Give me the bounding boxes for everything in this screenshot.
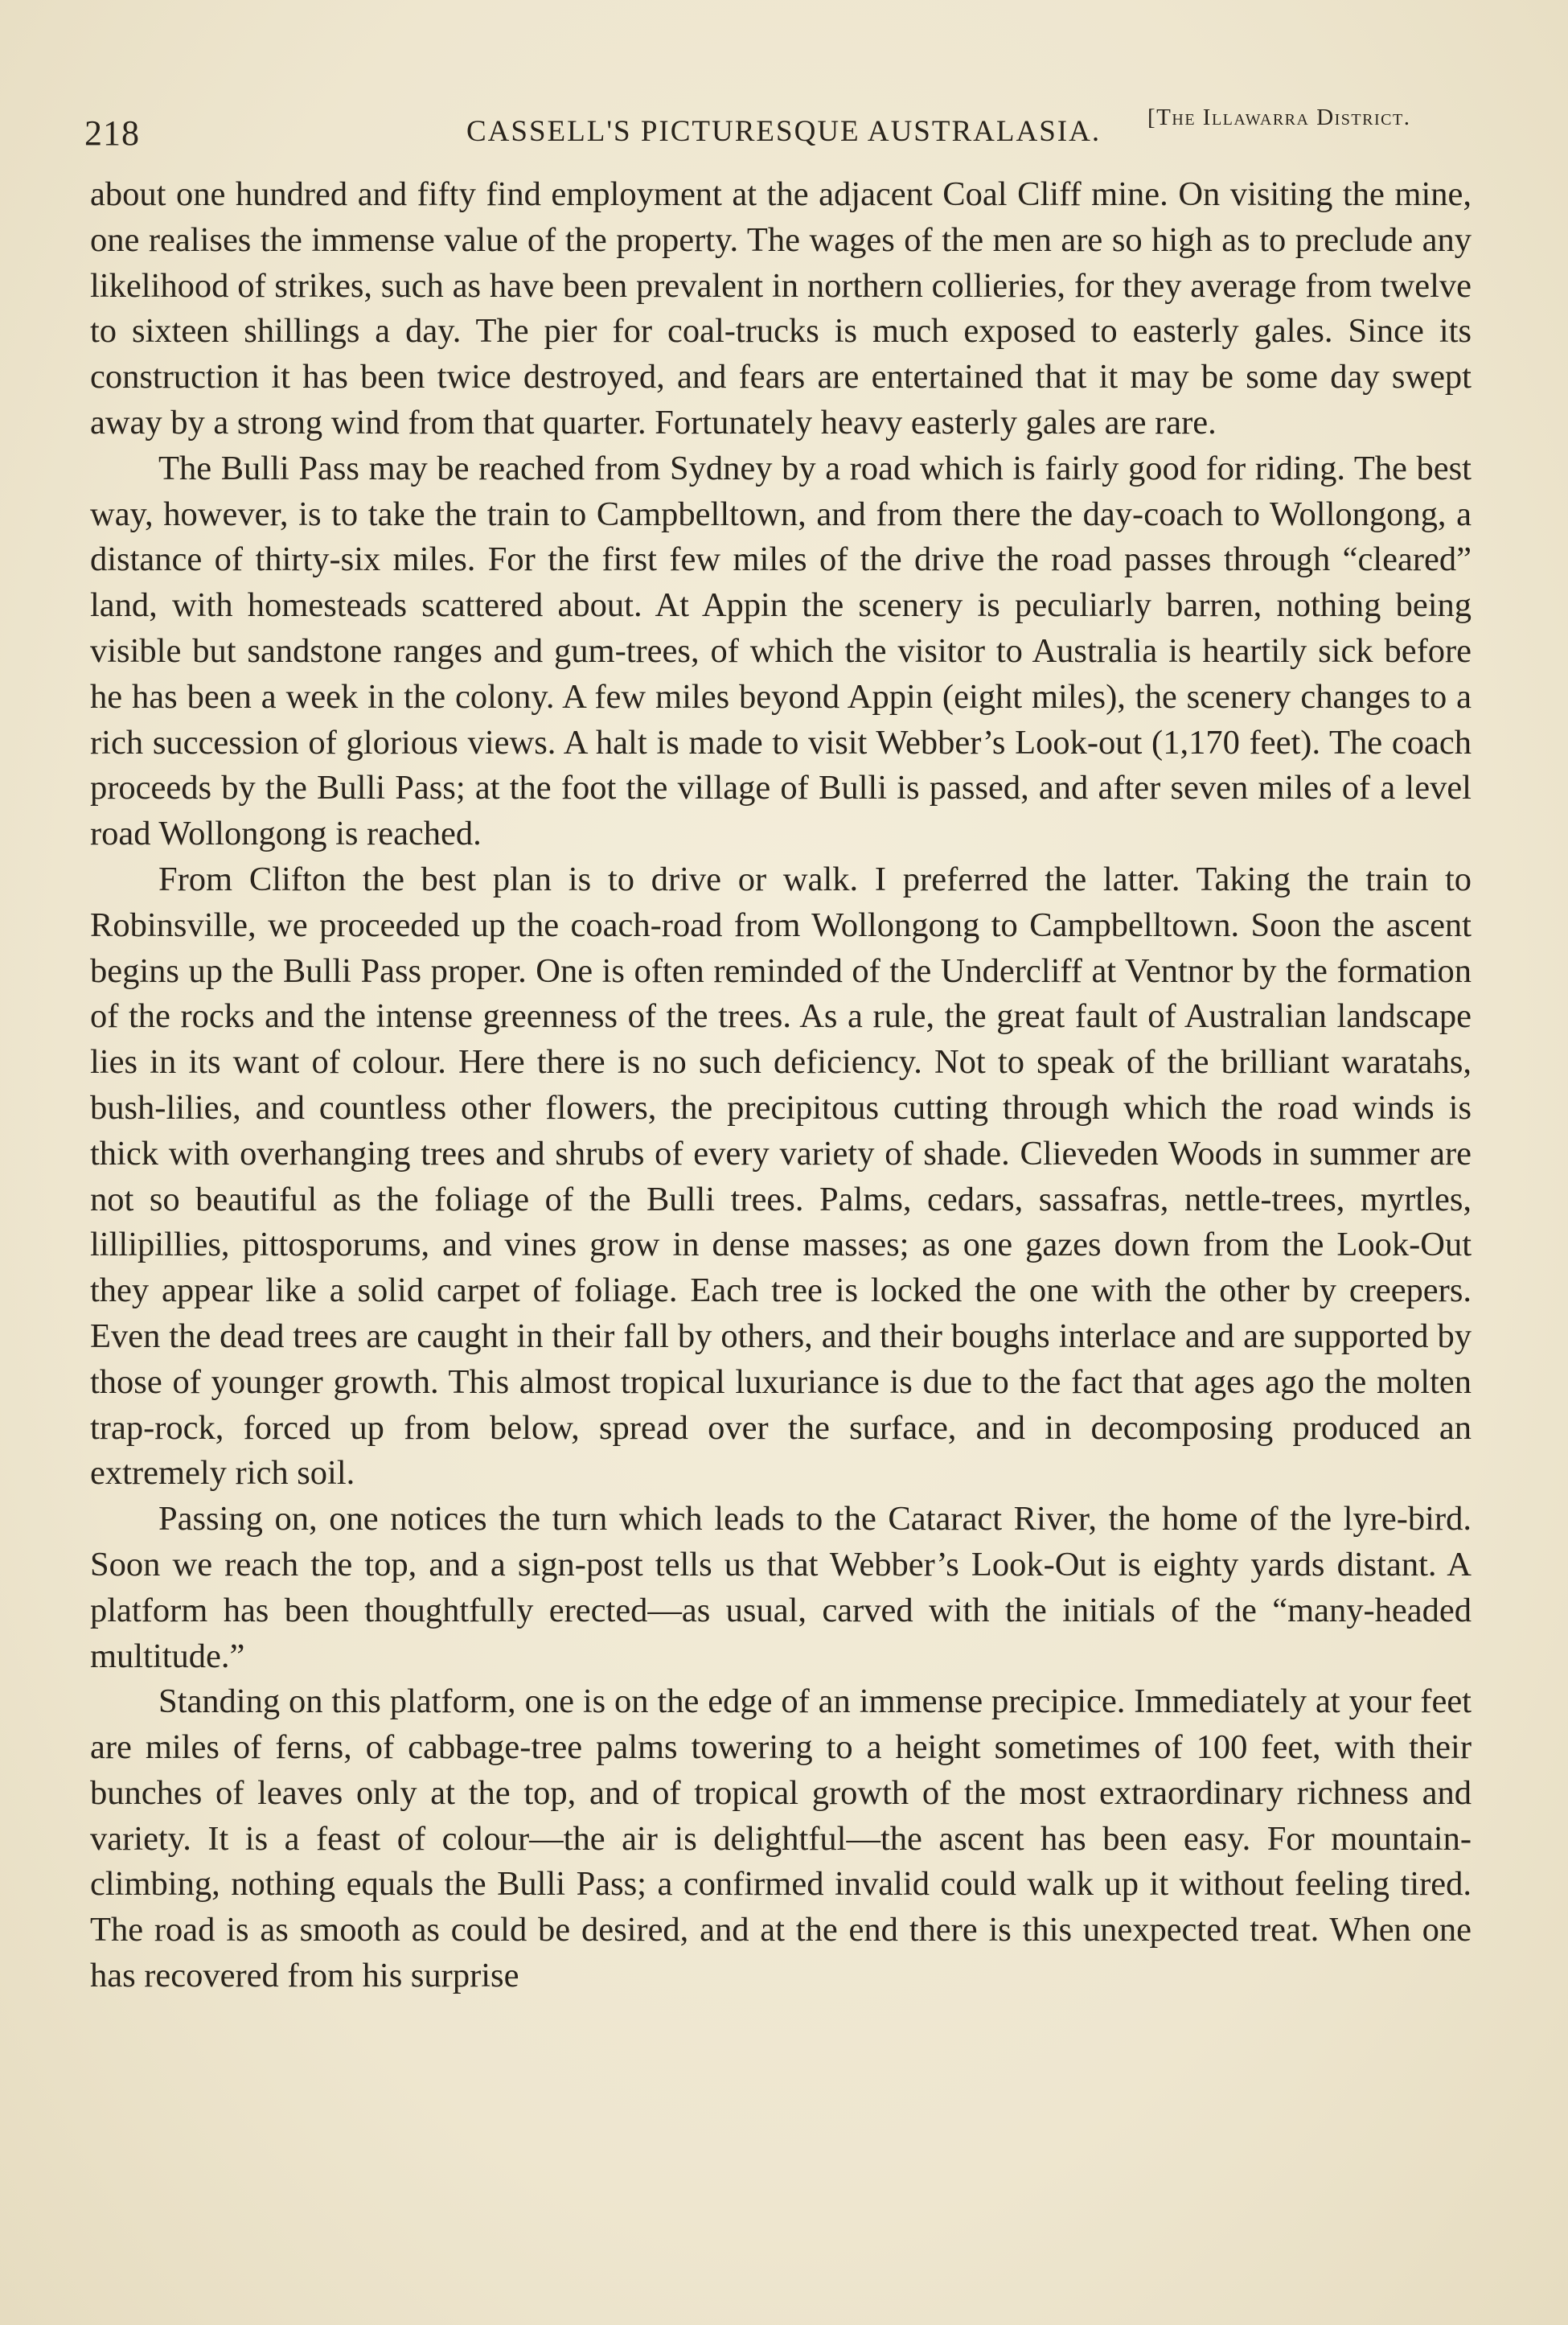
running-title: CASSELL'S PICTURESQUE AUSTRALASIA.: [466, 115, 1102, 148]
body-text: [90, 172, 1472, 1999]
page-header: [84, 103, 1443, 151]
paragraph: The Bulli Pass may be reached from Sydney by a road which is fairly good for riding. The best way, however, is to take the train to Campbelltown, and from there the day-coach to Wollongong, a distance of thirty-six miles. For the first few miles of the drive the road passes through “cleared” land, with homesteads scattered about. At Appin the scenery is peculiarly barren, nothing being visible but sandstone ranges and gum-trees, of which the visitor to Australia is heartily sick before he has been a week in the colony. A few miles beyond Appin (eight miles), the scenery changes to a rich succession of glorious views. A halt is made to visit Webber’s Look-out (1,170 feet). The coach proceeds by the Bulli Pass; at the foot the village of Bulli is passed, and after seven miles of a level road Wollongong is reached.: [90, 449, 1472, 853]
paragraph: about one hundred and fifty find employment at the adjacent Coal Cliff mine. On visiting the mine, one realises the immense value of the property. The wages of the men are so high as to preclude any likelihood of strikes, such as have been prevalent in northern collieries, for they average from twelve to sixteen shillings a day. The pier for coal-trucks is much exposed to easterly gales. Since its construction it has been twice destroyed, and fears are entertained that it may be some day swept away by a strong wind from that quarter. Fortunately heavy easterly gales are rare.: [90, 175, 1472, 442]
section-title: [The Illawarra District.: [1147, 105, 1411, 130]
paragraph: Passing on, one notices the turn which leads to the Cataract River, the home of the lyre-bird. Soon we reach the top, and a sign-post tells us that Webber’s Look-Out is eighty yards distant. A platform has been thoughtfully erected—as usual, carved with the initials of the “many-headed multitude.”: [90, 1500, 1472, 1675]
paragraph: Standing on this platform, one is on the edge of an immense precipice. Immediately at your feet are miles of ferns, of cabbage-tree palms towering to a height sometimes of 100 feet, with their bunches of leaves only at the top, and of tropical growth of the most extraordinary richness and variety. It is a feast of colour—the air is delightful—the ascent has been easy. For mountain-climbing, nothing equals the Bulli Pass; a confirmed invalid could walk up it without feeling tired. The road is as smooth as could be desired, and at the end there is this unexpected treat. When one has recovered from his surprise: [90, 1682, 1472, 1995]
page-number: 218: [84, 113, 140, 153]
paragraph: From Clifton the best plan is to drive or walk. I preferred the latter. Taking the train to Robinsville, we proceeded up the coach-road from Wollongong to Campbelltown. Soon the ascent begins up the Bulli Pass proper. One is often reminded of the Undercliff at Ventnor by the formation of the rocks and the intense greenness of the trees. As a rule, the great fault of Australian landscape lies in its want of colour. Here there is no such deficiency. Not to speak of the brilliant waratahs, bush-lilies, and countless other flowers, the precipitous cutting through which the road winds is thick with overhanging trees and shrubs of every variety of shade. Clieveden Woods in summer are not so beautiful as the foliage of the Bulli trees. Palms, cedars, sassafras, nettle-trees, myrtles, lillipillies, pittosporums, and vines grow in dense masses; as one gazes down from the Look-Out they appear like a solid carpet of foliage. Each tree is locked the one with the other by creepers. Even the dead trees are caught in their fall by others, and their boughs interlace and are supported by those of younger growth. This almost tropical luxuriance is due to the fact that ages ago the molten trap-rock, forced up from below, spread over the surface, and in decomposing produced an extremely rich soil.: [90, 860, 1472, 1493]
